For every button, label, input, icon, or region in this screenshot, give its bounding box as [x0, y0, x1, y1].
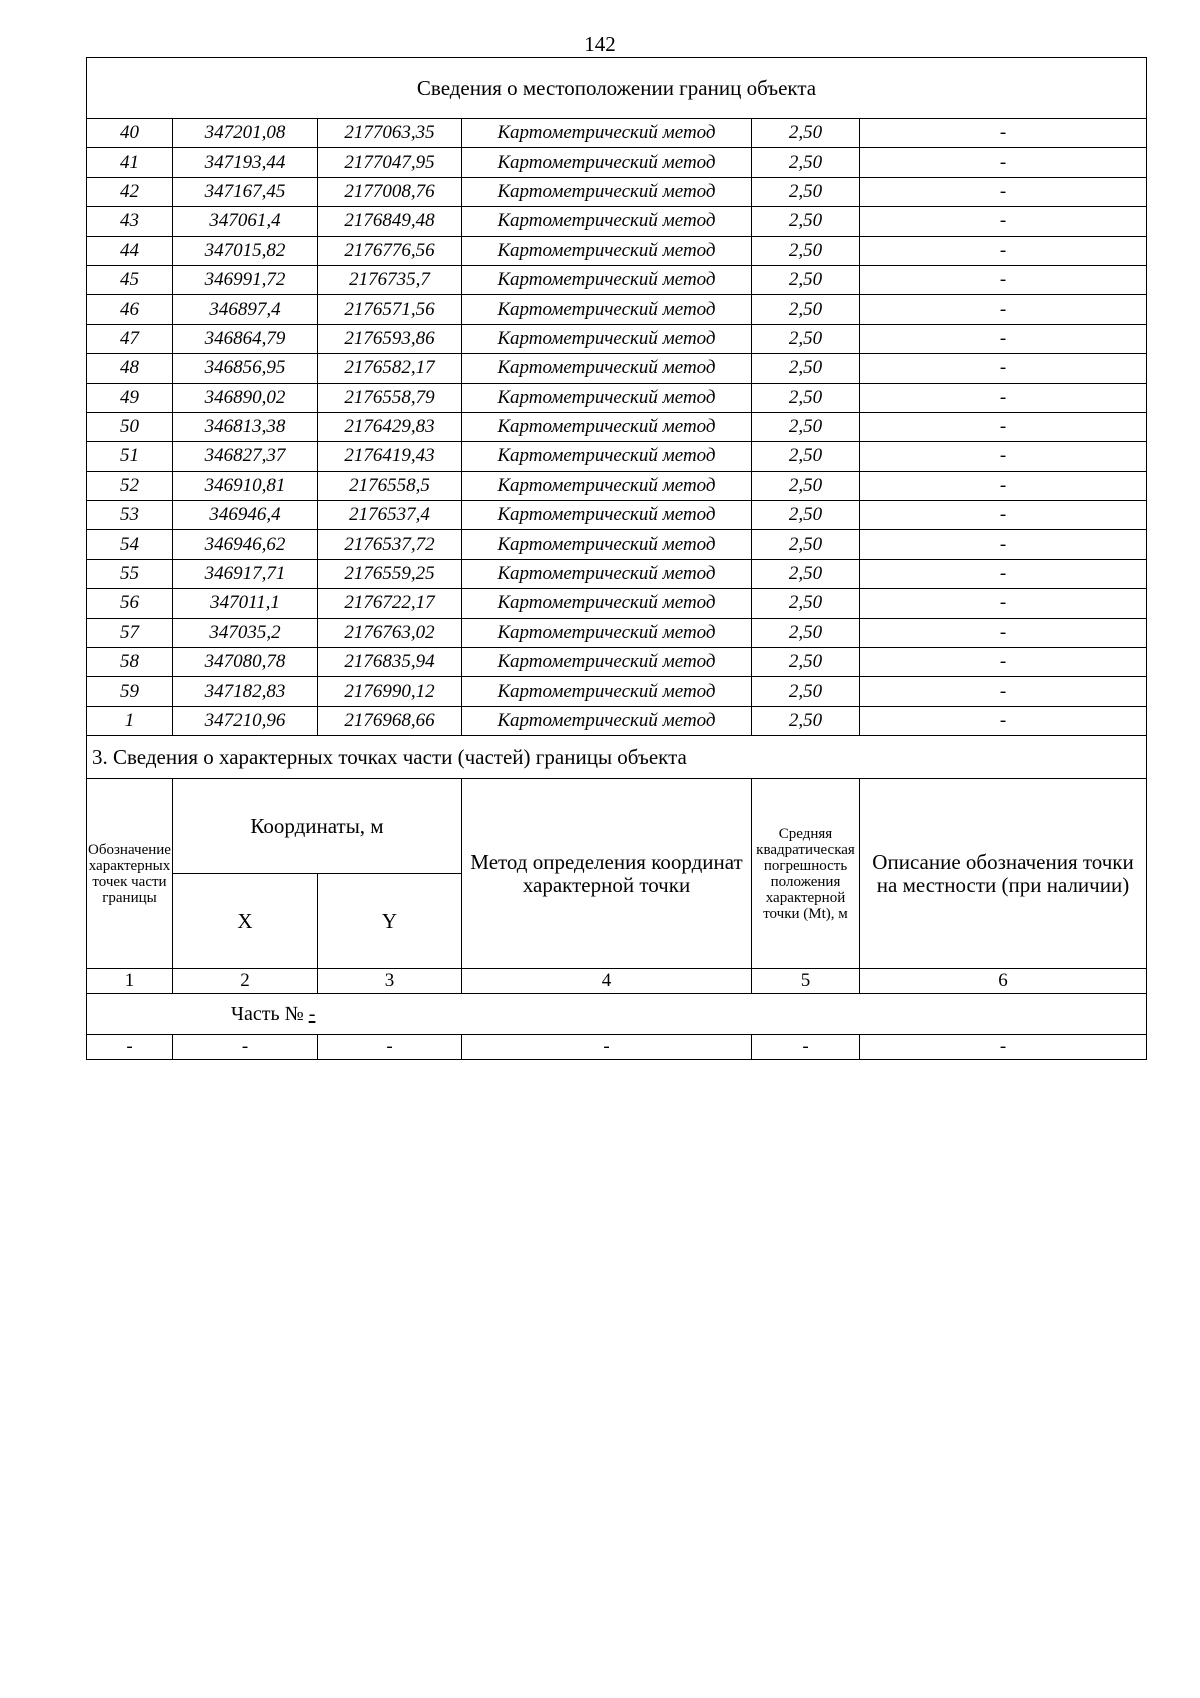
x-coordinate-cell: 346864,79	[173, 324, 318, 353]
section3-header-row-1	[87, 779, 1147, 874]
accuracy-cell: 2,50	[752, 236, 860, 265]
description-cell: -	[860, 236, 1147, 265]
y-coordinate-cell: 2176968,66	[318, 706, 462, 735]
point-id-cell: 40	[87, 119, 173, 148]
point-id-cell: 47	[87, 324, 173, 353]
page-number: 142	[584, 32, 616, 56]
accuracy-cell: 2,50	[752, 207, 860, 236]
accuracy-cell: 2,50	[752, 648, 860, 677]
point-id-cell: 46	[87, 295, 173, 324]
x-coordinate-cell: 346890,02	[173, 383, 318, 412]
part-value: -	[308, 1002, 316, 1025]
point-id-cell: 54	[87, 530, 173, 559]
section3-title-row	[87, 736, 1147, 779]
description-cell: -	[860, 589, 1147, 618]
point-id-cell: 52	[87, 471, 173, 500]
x-coordinate-cell: 346897,4	[173, 295, 318, 324]
accuracy-cell: 2,50	[752, 530, 860, 559]
header-y: Y	[318, 874, 462, 969]
x-coordinate-cell: 347201,08	[173, 119, 318, 148]
y-coordinate-cell: 2176582,17	[318, 354, 462, 383]
x-coordinate-cell: 347167,45	[173, 177, 318, 206]
part-row	[87, 994, 1147, 1035]
point-id-cell: 44	[87, 236, 173, 265]
description-cell: -	[860, 677, 1147, 706]
point-id-cell: 49	[87, 383, 173, 412]
empty-cell: -	[860, 1035, 1147, 1060]
description-cell: -	[860, 354, 1147, 383]
y-coordinate-cell: 2176537,72	[318, 530, 462, 559]
point-id-cell: 48	[87, 354, 173, 383]
description-cell: -	[860, 324, 1147, 353]
method-cell: Картометрический метод	[462, 295, 752, 324]
description-cell: -	[860, 706, 1147, 735]
description-cell: -	[860, 559, 1147, 588]
table-row	[87, 648, 1147, 677]
description-cell: -	[860, 618, 1147, 647]
table-row	[87, 471, 1147, 500]
section3-title: 3. Сведения о характерных точках части (частей) границы объекта	[87, 736, 1147, 779]
y-coordinate-cell: 2176776,56	[318, 236, 462, 265]
x-coordinate-cell: 346910,81	[173, 471, 318, 500]
column-number: 5	[752, 969, 860, 994]
description-cell: -	[860, 148, 1147, 177]
header-method: Метод определения координат характерной точки	[462, 779, 752, 969]
method-cell: Картометрический метод	[462, 618, 752, 647]
accuracy-cell: 2,50	[752, 706, 860, 735]
header-description: Описание обозначения точки на местности (при наличии)	[860, 779, 1147, 969]
column-number: 4	[462, 969, 752, 994]
part-label-cell	[87, 994, 1147, 1035]
method-cell: Картометрический метод	[462, 589, 752, 618]
y-coordinate-cell: 2176558,79	[318, 383, 462, 412]
column-number: 3	[318, 969, 462, 994]
x-coordinate-cell: 346917,71	[173, 559, 318, 588]
y-coordinate-cell: 2176835,94	[318, 648, 462, 677]
accuracy-cell: 2,50	[752, 412, 860, 441]
empty-cell: -	[462, 1035, 752, 1060]
method-cell: Картометрический метод	[462, 383, 752, 412]
point-id-cell: 55	[87, 559, 173, 588]
accuracy-cell: 2,50	[752, 354, 860, 383]
x-coordinate-cell: 347011,1	[173, 589, 318, 618]
table-row	[87, 177, 1147, 206]
table-row	[87, 383, 1147, 412]
y-coordinate-cell: 2176558,5	[318, 471, 462, 500]
x-coordinate-cell: 346991,72	[173, 265, 318, 294]
table-row	[87, 501, 1147, 530]
x-coordinate-cell: 347193,44	[173, 148, 318, 177]
accuracy-cell: 2,50	[752, 383, 860, 412]
x-coordinate-cell: 347182,83	[173, 677, 318, 706]
point-id-cell: 51	[87, 442, 173, 471]
description-cell: -	[860, 207, 1147, 236]
table-row	[87, 324, 1147, 353]
method-cell: Картометрический метод	[462, 265, 752, 294]
method-cell: Картометрический метод	[462, 648, 752, 677]
accuracy-cell: 2,50	[752, 148, 860, 177]
method-cell: Картометрический метод	[462, 148, 752, 177]
description-cell: -	[860, 471, 1147, 500]
method-cell: Картометрический метод	[462, 412, 752, 441]
y-coordinate-cell: 2176419,43	[318, 442, 462, 471]
method-cell: Картометрический метод	[462, 119, 752, 148]
table-row	[87, 706, 1147, 735]
y-coordinate-cell: 2177047,95	[318, 148, 462, 177]
y-coordinate-cell: 2176429,83	[318, 412, 462, 441]
table-row	[87, 354, 1147, 383]
y-coordinate-cell: 2176990,12	[318, 677, 462, 706]
accuracy-cell: 2,50	[752, 265, 860, 294]
y-coordinate-cell: 2176559,25	[318, 559, 462, 588]
table-row	[87, 677, 1147, 706]
method-cell: Картометрический метод	[462, 530, 752, 559]
table-title-row	[87, 58, 1147, 119]
method-cell: Картометрический метод	[462, 677, 752, 706]
header-accuracy: Средняя квадратическая погрешность положения характерной точки (Mt), м	[752, 779, 860, 969]
accuracy-cell: 2,50	[752, 501, 860, 530]
table-row	[87, 265, 1147, 294]
description-cell: -	[860, 412, 1147, 441]
point-id-cell: 45	[87, 265, 173, 294]
x-coordinate-cell: 346856,95	[173, 354, 318, 383]
accuracy-cell: 2,50	[752, 559, 860, 588]
x-coordinate-cell: 346946,62	[173, 530, 318, 559]
accuracy-cell: 2,50	[752, 471, 860, 500]
method-cell: Картометрический метод	[462, 559, 752, 588]
header-point-designation: Обозначение характерных точек части границы	[87, 779, 173, 969]
method-cell: Картометрический метод	[462, 501, 752, 530]
column-number: 2	[173, 969, 318, 994]
description-cell: -	[860, 295, 1147, 324]
point-id-cell: 41	[87, 148, 173, 177]
description-cell: -	[860, 177, 1147, 206]
empty-cell: -	[87, 1035, 173, 1060]
point-id-cell: 43	[87, 207, 173, 236]
accuracy-cell: 2,50	[752, 324, 860, 353]
method-cell: Картометрический метод	[462, 471, 752, 500]
description-cell: -	[860, 648, 1147, 677]
point-id-cell: 53	[87, 501, 173, 530]
y-coordinate-cell: 2177008,76	[318, 177, 462, 206]
point-id-cell: 1	[87, 706, 173, 735]
boundary-table	[86, 57, 1147, 1060]
empty-cell: -	[173, 1035, 318, 1060]
table-row	[87, 589, 1147, 618]
point-id-cell: 57	[87, 618, 173, 647]
y-coordinate-cell: 2176735,7	[318, 265, 462, 294]
description-cell: -	[860, 501, 1147, 530]
method-cell: Картометрический метод	[462, 442, 752, 471]
x-coordinate-cell: 346813,38	[173, 412, 318, 441]
point-id-cell: 50	[87, 412, 173, 441]
accuracy-cell: 2,50	[752, 295, 860, 324]
y-coordinate-cell: 2176722,17	[318, 589, 462, 618]
header-x: X	[173, 874, 318, 969]
accuracy-cell: 2,50	[752, 119, 860, 148]
description-cell: -	[860, 442, 1147, 471]
method-cell: Картометрический метод	[462, 207, 752, 236]
accuracy-cell: 2,50	[752, 618, 860, 647]
part-label: Часть №	[231, 1002, 304, 1025]
column-number-row	[87, 969, 1147, 994]
empty-part-row	[87, 1035, 1147, 1060]
method-cell: Картометрический метод	[462, 177, 752, 206]
x-coordinate-cell: 347035,2	[173, 618, 318, 647]
table-row	[87, 530, 1147, 559]
empty-cell: -	[318, 1035, 462, 1060]
point-id-cell: 59	[87, 677, 173, 706]
table-title: Сведения о местоположении границ объекта	[87, 58, 1147, 119]
x-coordinate-cell: 347080,78	[173, 648, 318, 677]
table-row	[87, 148, 1147, 177]
table-row	[87, 236, 1147, 265]
y-coordinate-cell: 2176763,02	[318, 618, 462, 647]
x-coordinate-cell: 346827,37	[173, 442, 318, 471]
table-row	[87, 207, 1147, 236]
table-row	[87, 618, 1147, 647]
description-cell: -	[860, 530, 1147, 559]
column-number: 1	[87, 969, 173, 994]
y-coordinate-cell: 2176571,56	[318, 295, 462, 324]
table-row	[87, 119, 1147, 148]
column-number: 6	[860, 969, 1147, 994]
point-id-cell: 56	[87, 589, 173, 618]
table-row	[87, 295, 1147, 324]
accuracy-cell: 2,50	[752, 589, 860, 618]
point-id-cell: 42	[87, 177, 173, 206]
x-coordinate-cell: 347210,96	[173, 706, 318, 735]
description-cell: -	[860, 119, 1147, 148]
accuracy-cell: 2,50	[752, 177, 860, 206]
accuracy-cell: 2,50	[752, 442, 860, 471]
x-coordinate-cell: 347015,82	[173, 236, 318, 265]
method-cell: Картометрический метод	[462, 236, 752, 265]
x-coordinate-cell: 346946,4	[173, 501, 318, 530]
table-row	[87, 559, 1147, 588]
description-cell: -	[860, 383, 1147, 412]
table-row	[87, 442, 1147, 471]
table-row	[87, 412, 1147, 441]
description-cell: -	[860, 265, 1147, 294]
y-coordinate-cell: 2177063,35	[318, 119, 462, 148]
y-coordinate-cell: 2176593,86	[318, 324, 462, 353]
method-cell: Картометрический метод	[462, 706, 752, 735]
accuracy-cell: 2,50	[752, 677, 860, 706]
header-coordinates: Координаты, м	[173, 779, 462, 874]
method-cell: Картометрический метод	[462, 324, 752, 353]
x-coordinate-cell: 347061,4	[173, 207, 318, 236]
y-coordinate-cell: 2176849,48	[318, 207, 462, 236]
point-id-cell: 58	[87, 648, 173, 677]
y-coordinate-cell: 2176537,4	[318, 501, 462, 530]
method-cell: Картометрический метод	[462, 354, 752, 383]
empty-cell: -	[752, 1035, 860, 1060]
